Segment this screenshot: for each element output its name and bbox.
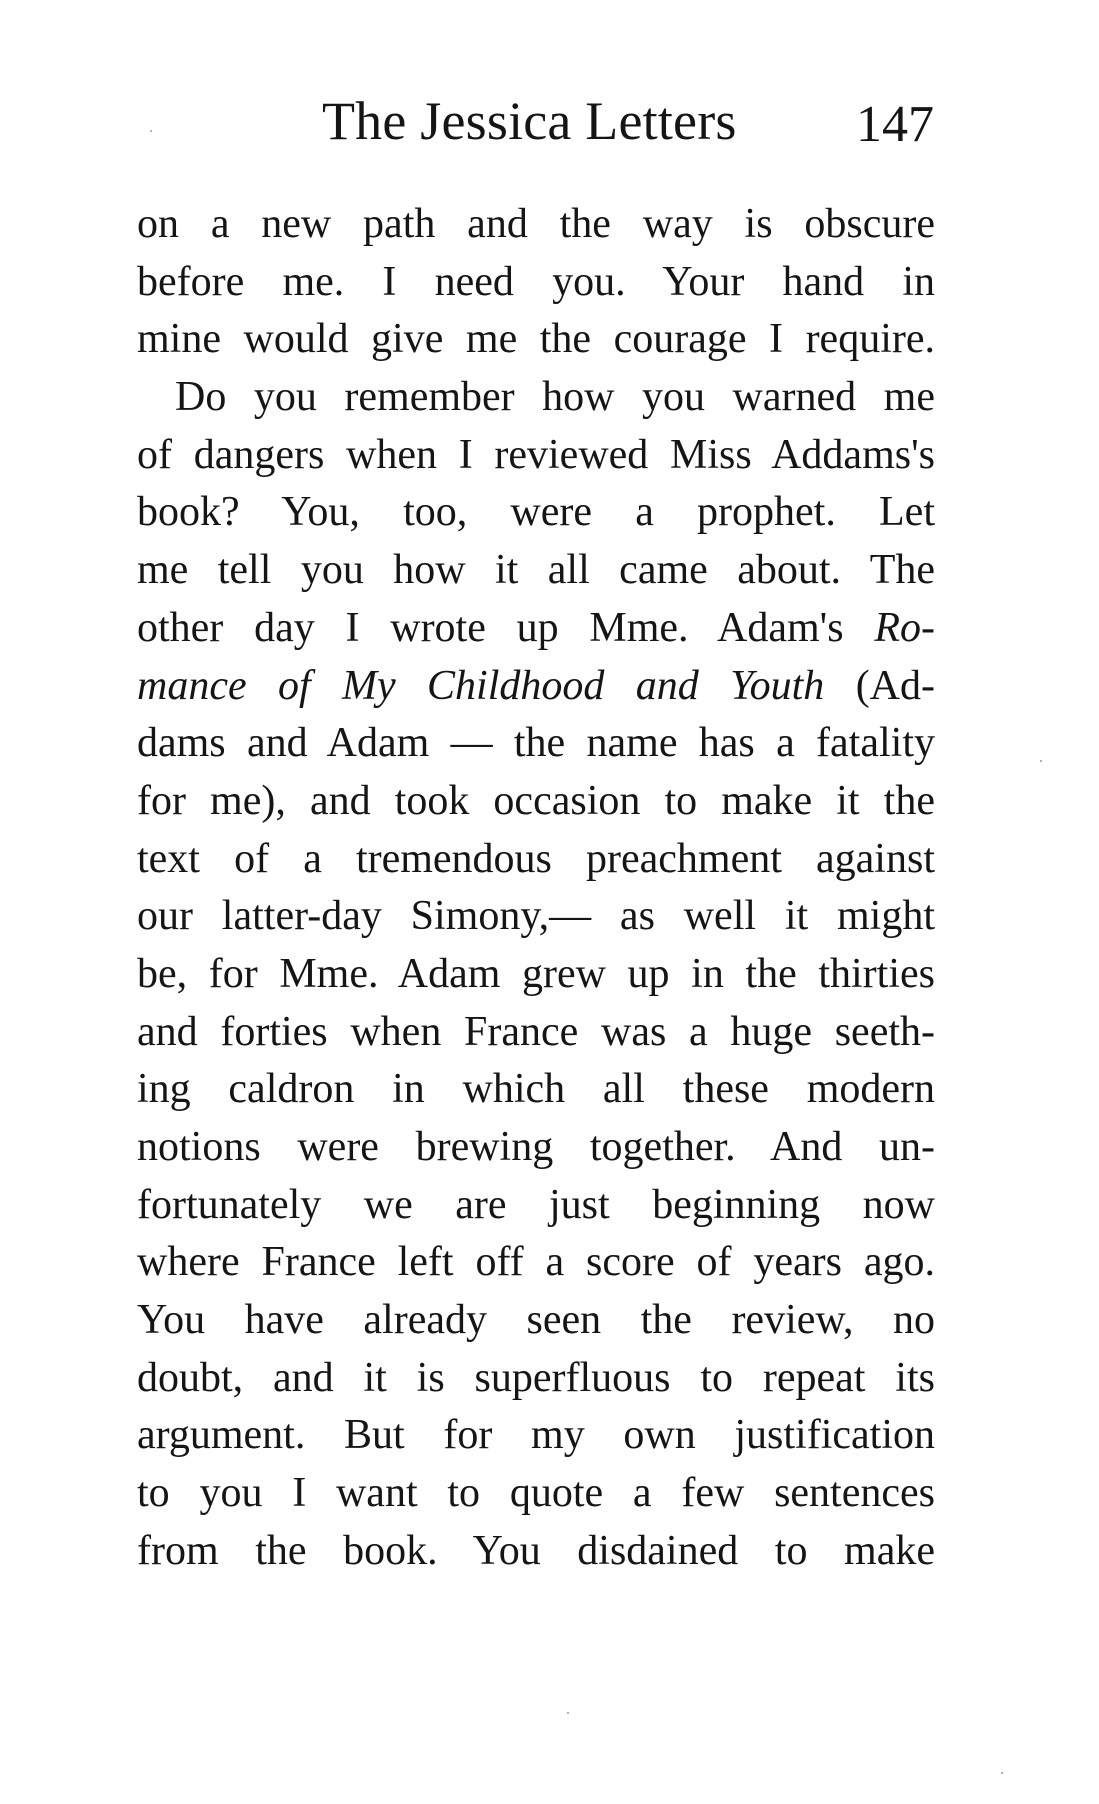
- scan-speck: [150, 130, 152, 132]
- body-text: [137, 196, 935, 1581]
- text-line: our latter-day Simony,— as well it might: [137, 893, 935, 940]
- text-line: You have already seen the review, no: [137, 1297, 935, 1344]
- text-line: before me. I need you. Your hand in: [137, 258, 935, 305]
- text-line: me tell you how it all came about. The: [137, 547, 935, 594]
- scan-speck: [567, 1712, 569, 1714]
- text-line: where France left off a score of years ago.: [137, 1239, 935, 1286]
- running-title: The Jessica Letters: [322, 91, 737, 151]
- text-line: for me), and took occasion to make it the: [137, 777, 935, 824]
- text-line: of dangers when I reviewed Miss Addams's: [137, 431, 935, 478]
- text-line: book? You, too, were a prophet. Let: [137, 489, 935, 536]
- italic-title-start: Ro-: [874, 604, 935, 651]
- text-line: dams and Adam — the name has a fatality: [137, 720, 935, 767]
- text-line: [137, 600, 935, 658]
- text-line: argument. But for my own justification: [137, 1412, 935, 1459]
- text-line: notions were brewing together. And un-: [137, 1124, 935, 1170]
- text-run: (Ad-: [855, 662, 935, 709]
- text-line: doubt, and it is superfluous to repeat its: [137, 1354, 935, 1401]
- text-line: ing caldron in which all these modern: [137, 1066, 935, 1113]
- page-number: 147: [856, 96, 934, 153]
- paragraph-start-line: Do you remember how you warned me: [175, 374, 935, 421]
- text-line: fortunately we are just beginning now: [137, 1181, 935, 1228]
- text-line: be, for Mme. Adam grew up in the thirties: [137, 950, 935, 997]
- scan-speck: [1040, 760, 1042, 762]
- running-head: [322, 86, 934, 156]
- text-line: mine would give me the courage I require.: [137, 316, 935, 363]
- text-line: [137, 658, 935, 716]
- italic-title: mance of My Childhood and Youth: [137, 662, 825, 709]
- text-line: and forties when France was a huge seeth-: [137, 1008, 935, 1055]
- text-run: other day I wrote up Mme. Adam's: [137, 604, 844, 651]
- text-line: from the book. You disdained to make: [137, 1527, 935, 1574]
- text-line: text of a tremendous preachment against: [137, 835, 935, 882]
- text-line: on a new path and the way is obscure: [137, 201, 935, 247]
- scan-speck: [1001, 1772, 1003, 1774]
- text-line: to you I want to quote a few sentences: [137, 1470, 935, 1517]
